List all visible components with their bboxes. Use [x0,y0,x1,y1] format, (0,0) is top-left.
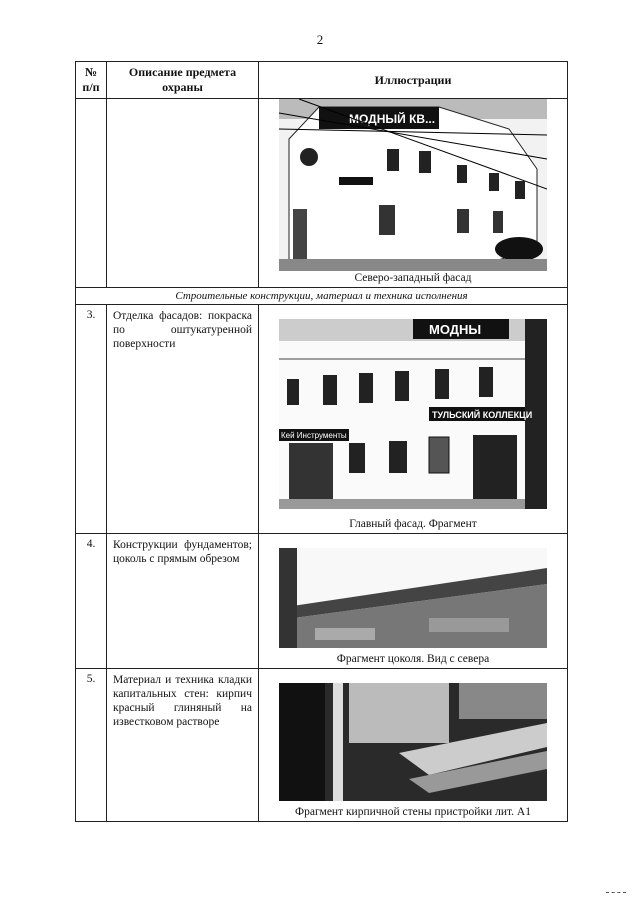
cell-illustration [259,99,568,288]
photo-caption: Фрагмент цоколя. Вид с севера [336,653,490,665]
cell-illustration [259,669,568,822]
table-row [76,305,568,534]
row-description: Материал и техника кладки капитальных стен: кирпич красный глиняный на известковом растворе [107,669,259,822]
photo-sign-text-2: ТУЛЬСКИЙ КОЛЛЕКЦИ [432,410,533,420]
row-number: 3. [76,305,107,534]
header-illustrations: Иллюстрации [259,62,568,99]
row-description: Конструкции фундаментов; цоколь с прямым обрезом [107,534,259,669]
page-number: 2 [316,32,324,47]
cell-illustration [259,305,568,534]
photo-plinth-fragment [279,548,547,648]
protection-subject-table [75,61,568,822]
row-number: 4. [76,534,107,669]
header-number [76,62,107,99]
cell-description-empty [107,99,259,288]
table-row [76,669,568,822]
photo-main-facade-fragment [279,319,547,509]
table-row-continued [76,99,568,288]
section-title-row [76,288,568,305]
photo-sign-text: МОДНЫЙ КВ... [349,112,436,126]
section-title: Строительные конструкции, материал и техника исполнения [76,288,568,305]
photo-caption: Фрагмент кирпичной стены пристройки лит. А1 [295,806,531,818]
photo-caption: Северо-западный фасад [354,272,472,284]
row-number: 5. [76,669,107,822]
photo-brick-wall-fragment [279,683,547,801]
photo-sign-text-3: Кей Инструменты [281,431,347,440]
header-number-text: № п/п [82,65,100,94]
header-description [107,62,259,99]
photo-sign-text: МОДНЫ [429,322,482,337]
table-header-row [76,62,568,99]
cell-number-empty [76,99,107,288]
corner-mark [606,892,626,893]
photo-northwest-facade [279,99,547,271]
photo-caption: Главный фасад. Фрагмент [349,518,477,530]
header-description-text: Описание предмета охраны [128,65,237,94]
table-row [76,534,568,669]
cell-illustration [259,534,568,669]
row-description: Отделка фасадов: покраска по оштукатуренной поверхности [107,305,259,534]
